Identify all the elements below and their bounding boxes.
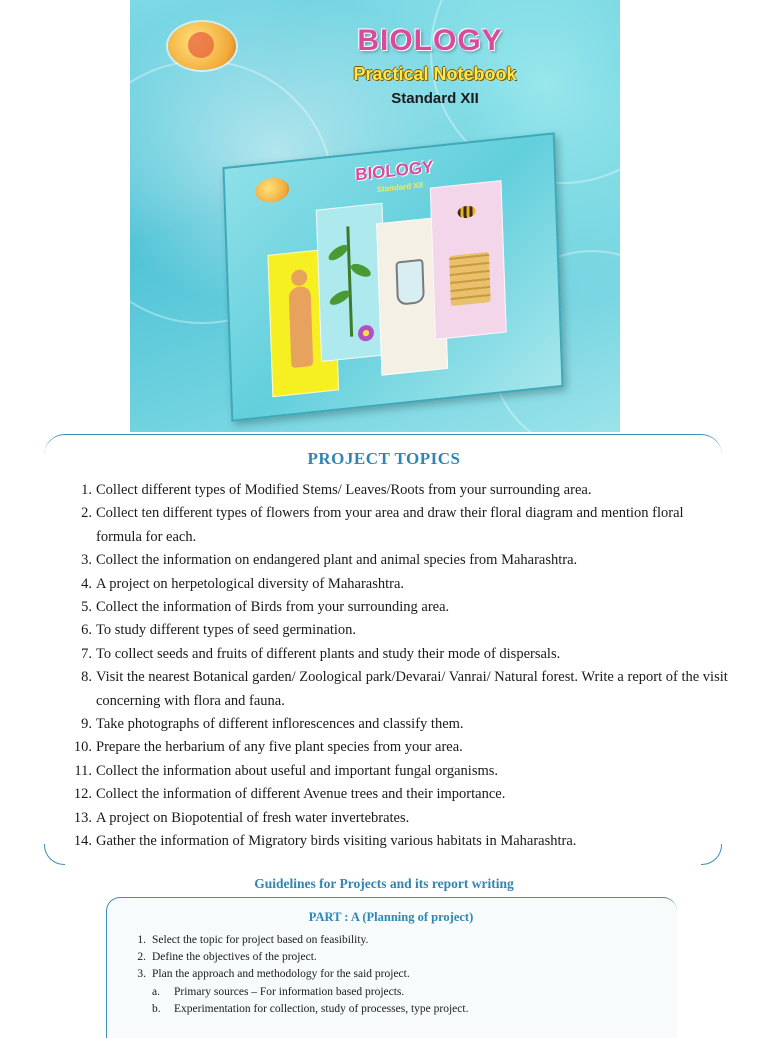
list-item [62, 479, 732, 502]
item-text: Experimentation for collection, study of processes, type project. [174, 1002, 469, 1015]
item-number: 2. [137, 951, 146, 964]
list-item [62, 573, 732, 596]
sub-list [152, 984, 666, 1018]
item-text: Gather the information of Migratory birds visiting various habitats in Maharashtra. [96, 833, 577, 850]
item-number: 4. [81, 575, 92, 592]
flask-icon [395, 259, 424, 306]
list-item [62, 643, 732, 666]
human-figure-icon [289, 286, 314, 368]
children-mascot-logo [168, 22, 236, 70]
item-number: 5. [81, 599, 92, 616]
cover-subtitle: Practical Notebook [353, 64, 517, 84]
item-text: Collect the information of different Avenue trees and their importance. [96, 786, 506, 803]
part-a-list [126, 932, 666, 1018]
list-item [126, 932, 666, 949]
item-text: Collect the information of Birds from your surrounding area. [96, 599, 450, 616]
item-text: Define the objectives of the project. [152, 951, 317, 964]
inner-book-standard: Standard XII [376, 180, 424, 195]
item-text: Visit the nearest Botanical garden/ Zoological park/Devarai/ Vanrai/ Natural forest. Write a report of the visit concerning with flora and fauna. [96, 669, 728, 709]
item-number: 3. [81, 552, 92, 569]
item-text: Collect ten different types of flowers from your area and draw their floral diagram and mention floral formula for each. [96, 505, 684, 545]
item-text: Prepare the herbarium of any five plant species from your area. [96, 739, 463, 756]
cover-standard: Standard XII [391, 90, 479, 107]
project-topics-heading: PROJECT TOPICS [307, 449, 461, 468]
list-item [62, 596, 732, 619]
item-text: Primary sources – For information based projects. [174, 985, 405, 998]
inner-book-illustration [222, 132, 563, 421]
item-number: 13. [73, 809, 92, 826]
item-number: 1. [81, 482, 92, 498]
cover-title: BIOLOGY [357, 24, 503, 57]
item-text: To collect seeds and fruits of different plants and study their mode of dispersals. [96, 645, 561, 662]
item-number: 1. [137, 934, 146, 946]
item-text: Collect different types of Modified Stems/ Leaves/Roots from your surrounding area. [96, 482, 592, 498]
item-number: 6. [81, 622, 92, 639]
item-text: Select the topic for project based on feasibility. [152, 934, 369, 946]
item-text: Collect the information about useful and important fungal organisms. [96, 762, 499, 779]
item-text: To study different types of seed germination. [96, 622, 357, 639]
item-text: Collect the information on endangered plant and animal species from Maharashtra. [96, 552, 578, 569]
list-item [62, 783, 732, 806]
list-item [62, 807, 732, 830]
item-number: 11. [74, 762, 92, 779]
item-number: 14. [73, 833, 92, 850]
list-item [62, 549, 732, 572]
item-number: 8. [81, 669, 92, 686]
item-number: 10. [73, 739, 92, 756]
item-number: 12. [73, 786, 92, 803]
list-item [126, 949, 666, 966]
sub-list-item [152, 984, 666, 1001]
item-number: 7. [81, 645, 92, 662]
beehive-icon [449, 252, 491, 306]
inner-mascot-logo [255, 176, 290, 204]
item-number: 9. [81, 716, 92, 733]
list-item [62, 713, 732, 736]
item-letter: a. [152, 985, 160, 998]
list-item [62, 830, 732, 853]
project-topics-list [62, 479, 732, 854]
list-item [126, 966, 666, 1018]
item-number: 2. [81, 505, 92, 522]
inner-book-title: BIOLOGY [354, 157, 434, 185]
list-item [62, 666, 732, 713]
item-text: Take photographs of different inflorescences and classify them. [96, 716, 464, 733]
list-item [62, 736, 732, 759]
guidelines-heading: Guidelines for Projects and its report writing [254, 876, 514, 891]
item-text: A project on Biopotential of fresh water invertebrates. [96, 809, 410, 826]
list-item [62, 502, 732, 549]
list-item [62, 760, 732, 783]
part-a-heading: PART : A (Planning of project) [308, 910, 474, 924]
cover-image [130, 0, 620, 432]
item-text: A project on herpetological diversity of Maharashtra. [96, 575, 405, 592]
list-item [62, 619, 732, 642]
item-number: 3. [137, 968, 146, 981]
item-letter: b. [152, 1002, 161, 1015]
item-text: Plan the approach and methodology for the said project. [152, 968, 410, 981]
sub-list-item [152, 1001, 666, 1018]
